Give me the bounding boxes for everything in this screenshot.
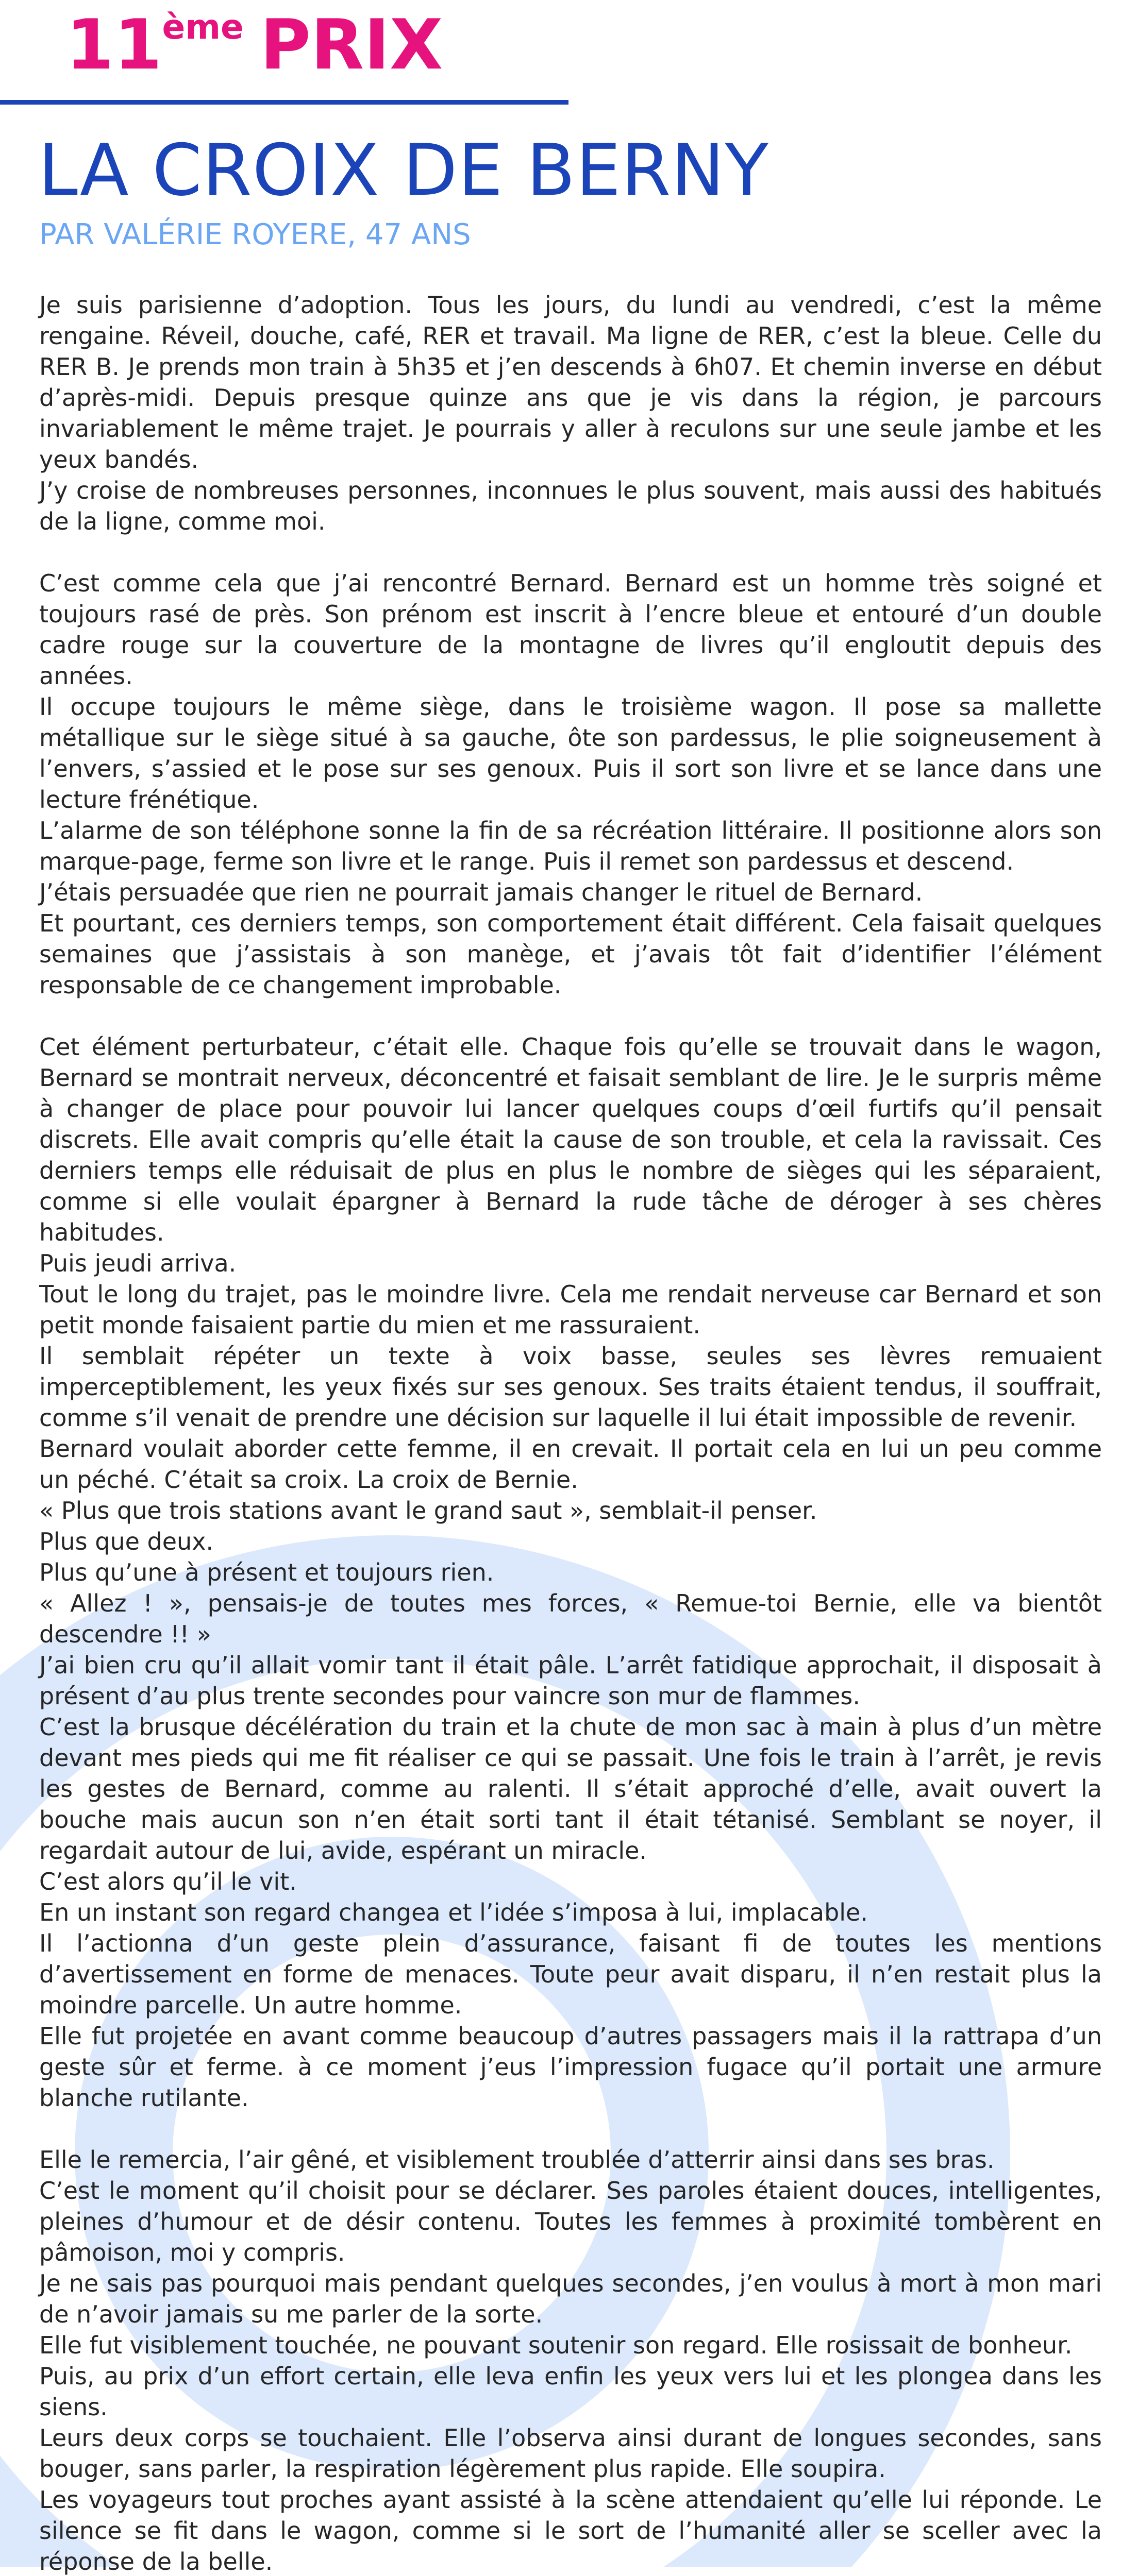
story-paragraph: Et pourtant, ces derniers temps, son comportement était différent. Cela faisait quelques semaines que j’assistais à son manège, et j’avais tôt fait d’identifier l’élément responsable de ce changement improbable.: [39, 909, 1102, 999]
author-byline: PAR VALÉRIE ROYERE, 47 ANS: [39, 218, 471, 251]
story-paragraph: C’est le moment qu’il choisit pour se déclarer. Ses paroles étaient douces, intelligentes, pleines d’humour et de désir contenu. Toutes les femmes à proximité tombèrent en pâmoison, moi y compris.: [39, 2177, 1102, 2266]
story-paragraph: Elle le remercia, l’air gêné, et visiblement troublée d’atterrir ainsi dans ses bras.: [39, 2146, 995, 2174]
story-paragraph: Plus que deux.: [39, 1528, 214, 1555]
prize-suffix: ème: [162, 7, 244, 47]
prize-number: 11: [66, 5, 162, 85]
story-title: LA CROIX DE BERNY: [38, 129, 769, 212]
story-body: [39, 290, 1102, 2576]
story-paragraph: C’est comme cela que j’ai rencontré Bernard. Bernard est un homme très soigné et toujours rasé de près. Son prénom est inscrit à l’encre bleue et entouré d’un double cadre rouge sur la couverture de la montagne de livres qu’il engloutit depuis des années.: [39, 569, 1102, 690]
prize-word: PRIX: [260, 5, 443, 85]
story-paragraph: Plus qu’une à présent et toujours rien.: [39, 1558, 494, 1586]
story-paragraph: Je suis parisienne d’adoption. Tous les jours, du lundi au vendredi, c’est la même rengaine. Réveil, douche, café, RER et travail. Ma ligne de RER, c’est la bleue. Celle du RER B. Je prends mon train à 5h35 et j’en descends à 6h07. Et chemin inverse en début d’après-midi. Depuis presque quinze ans que je vis dans la région, je parcours invariablement le même trajet. Je pourrais y aller à reculons sur une seule jambe et les yeux bandés.: [39, 291, 1102, 473]
story-paragraph: En un instant son regard changea et l’idée s’imposa à lui, implacable.: [39, 1899, 868, 1926]
story-paragraph: Puis, au prix d’un effort certain, elle leva enfin les yeux vers lui et les plongea dans les siens.: [39, 2362, 1102, 2421]
story-paragraph: « Plus que trois stations avant le grand saut », semblait-il penser.: [39, 1497, 817, 1524]
story-paragraph: J’y croise de nombreuses personnes, inconnues le plus souvent, mais aussi des habitués de la ligne, comme moi.: [39, 477, 1102, 535]
story-paragraph: Les voyageurs tout proches ayant assisté à la scène attendaient qu’elle lui réponde. Le silence se fit dans le wagon, comme si le sort de l’humanité aller se sceller avec la réponse de la belle.: [39, 2486, 1102, 2575]
paragraph-spacer: [39, 1001, 1102, 1031]
story-paragraph: Elle fut visiblement touchée, ne pouvant soutenir son regard. Elle rosissait de bonheur.: [39, 2331, 1073, 2359]
header-divider: [0, 100, 568, 105]
paragraph-spacer: [39, 2113, 1102, 2144]
story-paragraph: Il l’actionna d’un geste plein d’assurance, faisant fi de toutes les mentions d’avertissement en forme de menaces. Toute peur avait disparu, il n’en restait plus la moindre parcelle. Un autre homme.: [39, 1929, 1102, 2019]
story-paragraph: Bernard voulait aborder cette femme, il en crevait. Il portait cela en lui un peu comme un péché. C’était sa croix. La croix de Bernie.: [39, 1435, 1102, 1494]
paragraph-spacer: [39, 537, 1102, 568]
story-paragraph: Tout le long du trajet, pas le moindre livre. Cela me rendait nerveuse car Bernard et son petit monde faisaient partie du mien et me rassuraient.: [39, 1280, 1102, 1339]
story-paragraph: C’est la brusque décélération du train et la chute de mon sac à main à plus d’un mètre devant mes pieds qui me fit réaliser ce qui se passait. Une fois le train à l’arrêt, je revis les gestes de Bernard, comme au ralenti. Il s’était approché d’elle, avait ouvert la bouche mais aucun son n’en était sorti tant il était tétanisé. Semblant se noyer, il regardait autour de lui, avide, espérant un miracle.: [39, 1713, 1102, 1865]
story-paragraph: Il semblait répéter un texte à voix basse, seules ses lèvres remuaient imperceptiblement, les yeux fixés sur ses genoux. Ses traits étaient tendus, il souffrait, comme s’il venait de prendre une décision sur laquelle il lui était impossible de revenir.: [39, 1342, 1102, 1432]
prize-heading: [66, 5, 443, 85]
story-paragraph: Cet élément perturbateur, c’était elle. Chaque fois qu’elle se trouvait dans le wagon, Bernard se montrait nerveux, déconcentré et faisait semblant de lire. Je le surpris même à changer de place pour pouvoir lui lancer quelques coups d’œil furtifs qu’il pensait discrets. Elle avait compris qu’elle était la cause de son trouble, et cela la ravissait. Ces derniers temps elle réduisait de plus en plus le nombre de sièges qui les séparaient, comme si elle voulait épargner à Bernard la rude tâche de déroger à ses chères habitudes.: [39, 1033, 1102, 1246]
story-paragraph: L’alarme de son téléphone sonne la fin de sa récréation littéraire. Il positionne alors son marque-page, ferme son livre et le range. Puis il remet son pardessus et descend.: [39, 817, 1102, 875]
story-paragraph: « Allez ! », pensais-je de toutes mes forces, « Remue-toi Bernie, elle va bientôt descendre !! »: [39, 1589, 1102, 1648]
story-paragraph: C’est alors qu’il le vit.: [39, 1868, 297, 1895]
story-paragraph: Il occupe toujours le même siège, dans le troisième wagon. Il pose sa mallette métallique sur le siège situé à sa gauche, ôte son pardessus, le plie soigneusement à l’envers, s’assied et le pose sur ses genoux. Puis il sort son livre et se lance dans une lecture frénétique.: [39, 693, 1102, 814]
story-paragraph: Elle fut projetée en avant comme beaucoup d’autres passagers mais il la rattrapa d’un geste sûr et ferme. à ce moment j’eus l’impression fugace qu’il portait une armure blanche rutilante.: [39, 2022, 1102, 2112]
story-paragraph: Puis jeudi arriva.: [39, 1249, 237, 1277]
story-paragraph: J’ai bien cru qu’il allait vomir tant il était pâle. L’arrêt fatidique approchait, il disposait à présent d’au plus trente secondes pour vaincre son mur de flammes.: [39, 1651, 1102, 1710]
story-paragraph: J’étais persuadée que rien ne pourrait jamais changer le rituel de Bernard.: [39, 878, 923, 906]
story-paragraph: Leurs deux corps se touchaient. Elle l’observa ainsi durant de longues secondes, sans bouger, sans parler, la respiration légèrement plus rapide. Elle soupira.: [39, 2424, 1102, 2483]
story-paragraph: Je ne sais pas pourquoi mais pendant quelques secondes, j’en voulus à mort à mon mari de n’avoir jamais su me parler de la sorte.: [39, 2269, 1102, 2328]
